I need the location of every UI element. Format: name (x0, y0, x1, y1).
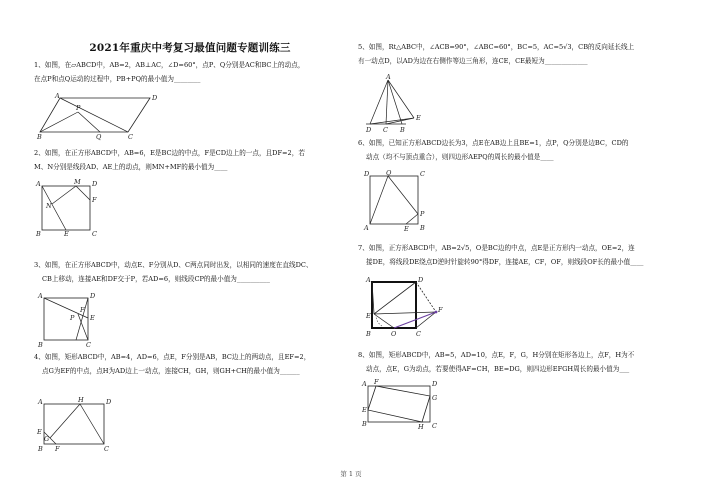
label-f5-4: B (400, 126, 405, 134)
label-f7-3: F (438, 306, 443, 314)
label-f3-5: B (38, 341, 43, 349)
question-5 (358, 40, 678, 68)
question-2 (34, 146, 344, 174)
question-2-line-2: M、N分别是线段AD、AE上的动点，则MN+MF的最小值为 (34, 163, 215, 171)
label-f6-6: B (420, 224, 425, 232)
question-6-line-1: 6、如图，已知正方形ABCD边长为3，点E在AB边上且BE=1，点P，Q分别是边BC，CD的 (358, 139, 629, 147)
figure-2 (36, 180, 106, 236)
label-f3-4: P (70, 314, 75, 322)
question-8-line-1: 8、如图，矩形ABCD中，AB=5，AD=10，点E，F，G，H分别在矩形各边上，点F，H为不 (358, 351, 635, 359)
label-f3-3: F (80, 306, 85, 314)
answer-blank-6: ____ (540, 153, 554, 161)
label-f4-4: G (44, 435, 50, 443)
label-f7-6: C (416, 330, 421, 338)
label-f2-3: N (46, 202, 52, 210)
label-f7-4: B (366, 330, 371, 338)
label-f6-5: E (404, 225, 409, 233)
label-f6-4: P (420, 210, 425, 218)
label-f1-4: Q (96, 133, 102, 141)
answer-blank-1: ________ (174, 75, 201, 83)
label-f2-1: M (74, 178, 81, 186)
label-f4-1: H (78, 396, 84, 404)
label-f2-6: E (64, 230, 69, 238)
label-f6-1: Q (386, 169, 392, 177)
label-f7-1: D (418, 276, 424, 284)
figure-1 (38, 92, 168, 140)
answer-blank-7: ____ (630, 258, 644, 266)
label-f6-2: C (420, 170, 425, 178)
label-f5-2: D (366, 126, 372, 134)
question-4-line-2: 点G为EF的中点，点H为AD边上一动点，连接CH，GH，则GH+CH的最小值为 (42, 367, 280, 375)
label-f5-0: A (386, 73, 391, 81)
question-1-line-1: 1、如图，在▱ABCD中，AB=2，AB⊥AC，∠D=60°，点P、Q分别是AC和BC上的动点， (34, 61, 305, 69)
answer-blank-5: _____________ (544, 57, 588, 65)
label-f8-7: C (432, 422, 437, 430)
label-f7-0: A (366, 276, 371, 284)
label-f3-0: A (38, 292, 43, 300)
question-4 (34, 350, 344, 378)
label-f2-2: D (92, 180, 98, 188)
question-1 (34, 58, 344, 86)
label-f1-5: C (128, 133, 133, 141)
figure-6 (362, 170, 432, 232)
label-f2-0: A (36, 180, 41, 188)
question-3-line-2: CB上移动，连接AE和DF交于P，若AD=6，则线段CP的最小值为 (42, 275, 237, 283)
figure-7 (362, 276, 448, 338)
question-6-line-2: 动点（均不与顶点重合），则四边形AEPQ的周长的最小值是 (366, 153, 541, 161)
figure-8 (362, 380, 446, 430)
label-f8-1: F (374, 378, 379, 386)
answer-blank-2: ____ (214, 163, 228, 171)
answer-blank-3: __________ (236, 275, 270, 283)
question-4-line-1: 4、如图，矩形ABCD中，AB=4，AD=6，点E，F分别是AB，BC边上的两动点，且EF=2， (34, 353, 311, 361)
page-footer: 第 1 页 (340, 470, 362, 478)
answer-blank-4: ______ (279, 367, 300, 375)
question-3-line-1: 3、如图，在正方形ABCD中，动点E、F分别从D、C两点同时出发，以相同的速度在直线DC、 (34, 261, 313, 269)
question-8-line-2: 动点，点E，G为动点，若要使得AF=CH，BE=DG，则四边形EFGH周长的最小值为 (366, 365, 620, 373)
label-f5-1: E (416, 114, 421, 122)
question-8 (358, 348, 678, 376)
label-f1-0: A (55, 92, 60, 100)
label-f1-1: D (152, 94, 158, 102)
label-f7-5: O (391, 330, 397, 338)
label-f8-2: D (432, 380, 438, 388)
label-f6-3: A (364, 224, 369, 232)
label-f8-4: E (362, 406, 367, 414)
answer-blank-8: ___ (619, 365, 630, 373)
question-7-line-2: 接DE，将线段DE绕点D逆时针旋转90°得DF，连接AE，CF，OF，则线段OF长的最小值 (366, 258, 631, 266)
label-f6-0: D (364, 170, 370, 178)
page-title: 2021年重庆中考复习最值问题专题训练三 (89, 42, 291, 54)
label-f4-2: D (106, 398, 112, 406)
label-f3-6: C (86, 341, 91, 349)
label-f8-0: A (362, 380, 367, 388)
question-1-line-2: 在点P和点Q运动的过程中，PB+PQ的最小值为 (34, 75, 174, 83)
question-7 (358, 241, 678, 269)
question-5-line-1: 5、如图，Rt△ABC中，∠ACB=90°，∠ABC=60°，BC=5，AC=5√3，CB的反向延长线上 (358, 43, 635, 51)
label-f4-3: E (37, 428, 42, 436)
question-3 (34, 258, 344, 286)
question-6 (358, 136, 678, 164)
label-f3-2: E (90, 314, 95, 322)
label-f3-1: D (90, 292, 96, 300)
label-f5-3: C (383, 126, 388, 134)
label-f8-6: H (418, 423, 424, 431)
label-f8-5: B (362, 420, 367, 428)
label-f7-2: E (366, 312, 371, 320)
question-7-line-1: 7、如图，正方形ABCD中，AB=2√5，O是BC边的中点，点E是正方形内一动点，OE=2，连 (358, 244, 635, 252)
question-2-line-1: 2、如图，在正方形ABCD中，AB=6，E是BC边的中点，F是CD边上的一点，且DF=2，若 (34, 149, 305, 157)
label-f1-3: B (37, 133, 42, 141)
label-f2-4: F (92, 196, 97, 204)
label-f2-7: C (92, 230, 97, 238)
question-5-line-2: 有一动点D，以AD为边在右侧作等边三角形，连CE，CE最短为 (358, 57, 545, 65)
label-f4-5: B (38, 445, 43, 453)
figure-5 (362, 74, 426, 136)
label-f2-5: B (36, 230, 41, 238)
label-f4-7: C (104, 445, 109, 453)
label-f4-0: A (38, 398, 43, 406)
label-f8-3: G (432, 394, 438, 402)
label-f4-6: F (55, 445, 60, 453)
label-f1-2: P (76, 104, 81, 112)
figure-3 (36, 292, 106, 348)
figure-4 (36, 396, 116, 452)
